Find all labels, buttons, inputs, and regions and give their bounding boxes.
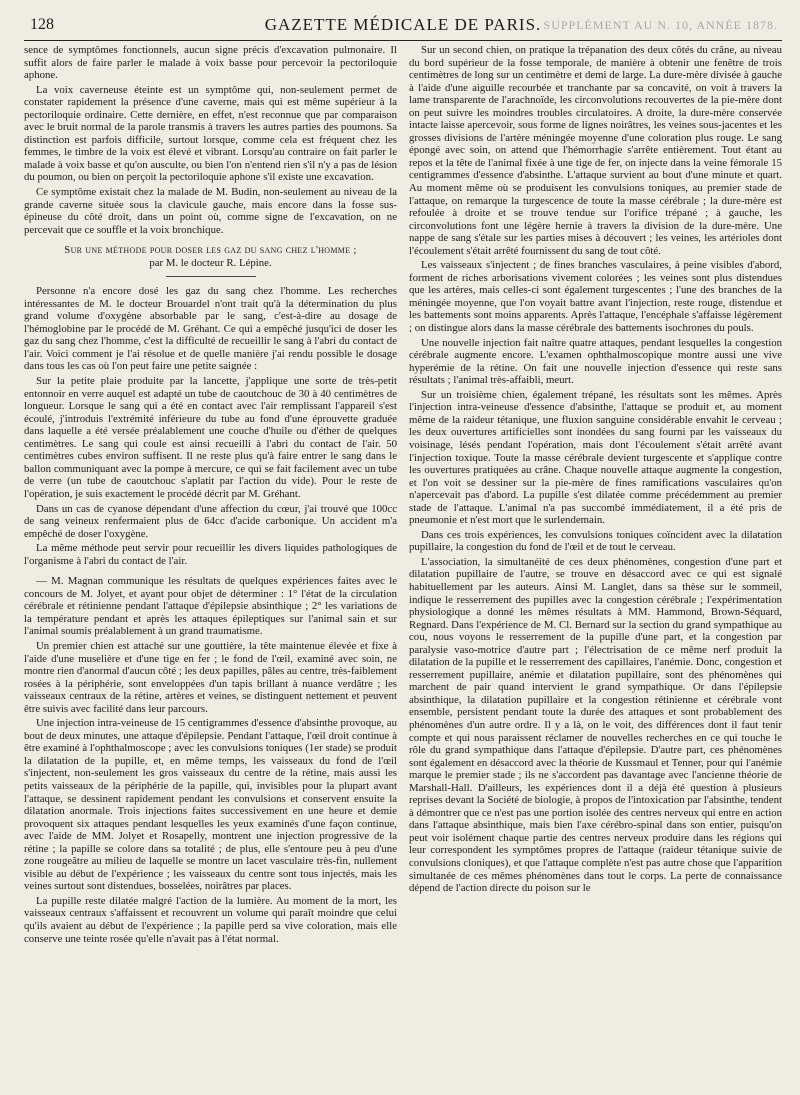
paragraph: La pupille reste dilatée malgré l'action de la lumière. Au moment de la mort, les vaisseaux centraux s'affaissent et recouvrent un volume qui paraît moindre que celui qu'ils avaient au début de l'expérience ; la papille perd sa vive coloration, mais elle conserve une teinte rosée qu'elle n'avait pas à l'état normal. xyxy=(24,894,397,945)
paragraph: Dans un cas de cyanose dépendant d'une affection du cœur, j'ai trouvé que 100cc de sang veineux renfermaient plus de 64cc d'acide carbonique. Un accident m'a empêché de doser l'oxygène. xyxy=(24,502,397,540)
paragraph: Une injection intra-veineuse de 15 centigrammes d'essence d'absinthe provoque, au bout de deux minutes, une attaque d'épilepsie. Pendant l'attaque, l'œil droit continue à être examiné à l'ophthalmoscope ; avec les convulsions toniques (1er stade) se produit la dilatation de la pupille, et, en même temps, les vaisseaux du fond de l'œil s'injectent, non-seulement les gros vaisseaux du centre de la rétine, mais aussi les petits vaisseaux de la périphérie de la papille, qui, invisibles pour la plupart avant l'attaque, se dessinent rapidement pendant les convulsions et conservent ensuite la dilatation anormale. Trois injections faites successivement en une heure et demie provoquent six attaques pendant lesquelles les yeux examinés d'une façon continue, avec l'aide de MM. Jolyet et Rosapelly, montrent une injection progressive de la rétine ; la papille se colore dans sa totalité ; de plus, elle s'entoure peu à peu d'une zone rougeâtre au milieu de laquelle se montre un lacet vasculaire très-fin, nullement visible au début de l'expérience ; les vaisseaux du centre sont tous injectés, mais les veines surtout sont distendues, bosselées, noirâtres par places. xyxy=(24,717,397,893)
paragraph: L'association, la simultanéité de ces deux phénomènes, congestion d'une part et dilatation pupillaire de l'autre, se trouve en désaccord avec ce qui est signalé habituellement par les auteurs. Ainsi M. Langlet, dans sa thèse sur le sommeil, indique le resserrement des pupilles avec la congestion cérébrale ; l'expérimentation physiologique a donné les mêmes résultats à MM. Hammond, Brown-Séquard, Regnard. Dans l'expérience de M. Cl. Bernard sur la section du grand sympathique au cou, nous voyons le resserrement de la pupille d'une part, et la congestion par paralysie vaso-motrice d'autre part ; l'électrisation de ce même nerf produit la dilatation de la pupille et le resserrement des capillaires, l'anémie. Donc, congestion et resserrement pupillaire, anémie et dilatation pupillaire, sont des phénomènes qui marchent de pair quand intervient le grand sympathique. Or dans l'épilepsie absinthique, la dilatation pupillaire et la congestion rétinienne et cérébrale vont ensemble, persistent pendant toute la durée des attaques et sont probablement des phénomènes d'un autre ordre. Il y a là, on le voit, des différences dont il faut tenir compte et qui nous paraissent réclamer de nouvelles recherches en ce qui touche le rôle du grand sympathique dans l'attaque d'épilepsie. D'autre part, ces phénomènes sont également en désaccord avec la théorie de Kussmaul et Tenner, pour qui l'anémie marque le premier stade ; ils ne s'accordent pas davantage avec l'ancienne théorie de Marshall-Hall. D'ailleurs, les expériences dont il a déjà été question à plusieurs reprises devant la Société de biologie, à propos de l'intoxication par l'absinthe, tendent à démontrer que ce n'est pas une portion isolée des centres nerveux qui entre en action dans l'attaque absinthique, mais bien l'axe cérébro-spinal dans son entier, puisqu'on peut voir isolément chaque partie des centres nerveux produire dans les régions qui leur correspondent les symptômes propres de l'attaque (raideur tétanique suivie de convulsions cloniques), et que l'attaque complète n'est pas autre chose que l'apparition simultanée de ces mêmes phénomènes dans tout le corps. La perte de connaissance dépend de l'action directe du poison sur le xyxy=(409,555,782,895)
paragraph: — M. Magnan communique les résultats de quelques expériences faites avec le concours de M. Jolyet, et ayant pour objet de déterminer : 1° l'état de la circulation cérébrale et rétinienne pendant l'attaque d'épilepsie absinthique ; 2° les variations de la température pendant et après les attaques épileptiques sur l'animal sain et sur l'animal soumis préalablement à un grand traumatisme. xyxy=(24,575,397,638)
paragraph: Les vaisseaux s'injectent ; de fines branches vasculaires, à peine visibles d'abord, forment de riches arborisations vivement colorées ; les veines sont plus distendues que les artères, mais celles-ci sont également turgescentes ; l'une des branches de la méningée moyenne, que l'on voyait battre avant l'injection, reste rouge, distendue et les battements sont moins apparents. Après l'attaque, l'encéphale s'affaisse légèrement ; on distingue alors dans la masse cérébrale des battements isochrones du pouls. xyxy=(409,259,782,335)
section-title: Sur une méthode pour doser les gaz du sang chez l'homme ; xyxy=(64,244,357,257)
paragraph: Un premier chien est attaché sur une gouttière, la tête maintenue élevée et fixe à l'aide d'une muselière et d'une tige en fer ; le fond de l'œil, examiné avec soin, ne montre rien d'anormal d'aucun côté ; les deux papilles, pâles au centre, très-faiblement rosées à la périphérie, sont enveloppées d'un tapis brillant à nuance verdâtre ; les vaisseaux centraux de la rétine, artères et veines, se distinguent nettement et peuvent être suivis avec facilité dans leur parcours. xyxy=(24,639,397,715)
paragraph: Sur un troisième chien, également trépané, les résultats sont les mêmes. Après l'injection intra-veineuse d'essence d'absinthe, l'attaque se produit et, au moment même de la raideur tétanique, une fluxion sanguine considérable envahit le cerveau ; les deux ouvertures artificielles sont inondées du sang fourni par les vaisseaux du voisinage, lésés pendant l'opération, mais dont l'écoulement s'était arrêté avant l'injection toxique. Toute la masse cérébrale devient turgescente et s'applique contre les ouvertures pratiquées au crâne. Chaque nouvelle attaque augmente la congestion, et l'on voit se dessiner sur la pie-mère de fines ramifications vasculaires qu'on n'apercevait pas d'abord. La pupille s'est dilatée comme précédemment au premier stade de l'attaque. L'animal n'a pas succombé immédiatement, il a été pris de pneumonie et n'est mort que le surlendemain. xyxy=(409,388,782,527)
paragraph: Sur un second chien, on pratique la trépanation des deux côtés du crâne, au niveau du bord supérieur de la fosse temporale, de manière à obtenir une fenêtre de trois centimètres de long sur un centimètre et demi de large. La dure-mère divisée à gauche à l'aide d'une aiguille recourbée et tranchante par sa concavité, on voit à travers la lame transparente de l'arachnoïde, les circonvolutions recouvertes de la pie-mère dont on peut suivre les moindres troubles circulatoires. A droite, la dure-mère conservée intacte laisse apercevoir, sous forme de lignes noirâtres, les veines sous-jacentes et les grosses divisions de l'artère méningée moyenne d'une coloration plus rouge. Le sang épongé avec soin, on attend que l'hémorrhagie s'arrête entièrement. Tout étant au repos et la tête de l'animal fixée à une tige de fer, on injecte dans la veine fémorale 15 centigrammes d'essence d'absinthe. L'attaque survient au bout d'une minute et quart. Au moment même où se produisent les convulsions toniques, au premier stade de l'attaque, on remarque la turgescence de toute la masse cérébrale ; la dure-mère est refoulée à droite et se trouve tendue sur l'orifice trépané ; à gauche, les circonvolutions font une légère hernie à travers la division de la dure-mère. Une nappe de sang s'étale sur les parties mises à découvert ; les veines, les artérioles dont l'écoulement s'était arrêté fournissent du sang de tout côté. xyxy=(409,44,782,257)
paragraph: Ce symptôme existait chez la malade de M. Budin, non-seulement au niveau de la grande caverne située sous la clavicule gauche, mais encore dans la fosse sus-épineuse du côté droit, dans un point où, comme signe de l'excavation, on ne percevait que ce souffle et la voix bronchique. xyxy=(24,186,397,236)
supplement-note: SUPPLÉMENT AU N. 10, ANNÉE 1878. xyxy=(543,18,778,32)
section-divider xyxy=(166,276,256,277)
journal-title: GAZETTE MÉDICALE DE PARIS. xyxy=(264,15,542,34)
section-author: par M. le docteur R. Lépine. xyxy=(149,257,272,270)
paragraph: La voix caverneuse éteinte est un symptôme qui, non-seulement permet de constater rapidement la présence d'une caverne, mais qui est même supérieur à la pectoriloquie ordinaire. Cette dernière, en effet, n'est reconnue que par comparaison avec le bruit normal de la parole transmis à travers les autres parties des poumons. Sa distinction est parfois difficile, surtout lorsque, comme cela est fréquent chez les femmes, le timbre de la voix est élevé et vibrant. Lorsqu'au contraire on fait parler le malade à voix basse et qu'on ausculte, ou bien l'on n'entend rien s'il n'y a pas de lésion du poumon, ou bien on perçoit la pectoriloquie aphone s'il existe une excavation. xyxy=(24,83,397,184)
left-column xyxy=(24,44,397,947)
body-columns xyxy=(24,44,782,947)
paragraph: Une nouvelle injection fait naître quatre attaques, pendant lesquelles la congestion cérébrale augmente encore. L'examen ophthalmoscopique montre aussi une vive hyperémie de la rétine. On fait une nouvelle injection d'essence qui reste sans résultats ; l'animal très-affaibli, meurt. xyxy=(409,336,782,387)
section-heading xyxy=(24,244,397,270)
page-number: 128 xyxy=(30,16,54,33)
page-header xyxy=(24,14,782,41)
paragraph: Sur la petite plaie produite par la lancette, j'applique une sorte de très-petit entonnoir en verre auquel est adapté un tube de caoutchouc de 30 à 40 centimètres de longueur. Lorsque le sang qui a été en contact avec l'air remplissant l'appareil s'est écoulé, j'introduis l'extrémité inférieure du tube au fond d'une éprouvette graduée dans laquelle a été versée préalablement une couche d'huile ou d'éther de quelques centimètres. Le sang qui coule est ainsi recueilli à l'abri du contact de l'air. 50 centimètres cubes environ suffisent. Il ne reste plus qu'à faire entrer le sang dans le ballon communiquant avec la pompe à mercure, ce qui se fait facilement avec un tube de verre (un tube de caoutchouc s'aplatit par l'action du vide). Pour le reste de l'opération, je suis exactement le procédé décrit par M. Gréhant. xyxy=(24,375,397,500)
paragraph: Dans ces trois expériences, les convulsions toniques coïncident avec la dilatation pupillaire, la congestion du fond de l'œil et de tout le cerveau. xyxy=(409,528,782,554)
paragraph: sence de symptômes fonctionnels, aucun signe précis d'excavation pulmonaire. Il suffit alors de faire parler le malade à voix basse pour percevoir la pectoriloquie aphone. xyxy=(24,44,397,82)
paragraph: La même méthode peut servir pour recueillir les divers liquides pathologiques de l'organisme à l'abri du contact de l'air. xyxy=(24,542,397,567)
right-column xyxy=(409,44,782,947)
paragraph: Personne n'a encore dosé les gaz du sang chez l'homme. Les recherches intéressantes de M. le docteur Brouardel n'ont trait qu'à la détermination du plus grand volume d'oxygène absorbable par le sang, c'est-à-dire au dosage de l'hémoglobine par le procédé de M. Gréhant. Ce qui a empêché jusqu'ici de doser les gaz du sang chez l'homme, c'est la difficulté de recueillir le sang à l'abri du contact de l'air. Voici comment je l'ai résolue et de quelle manière j'ai rendu possible le dosage dans tous les cas où l'on peut faire une petite saignée : xyxy=(24,285,397,373)
